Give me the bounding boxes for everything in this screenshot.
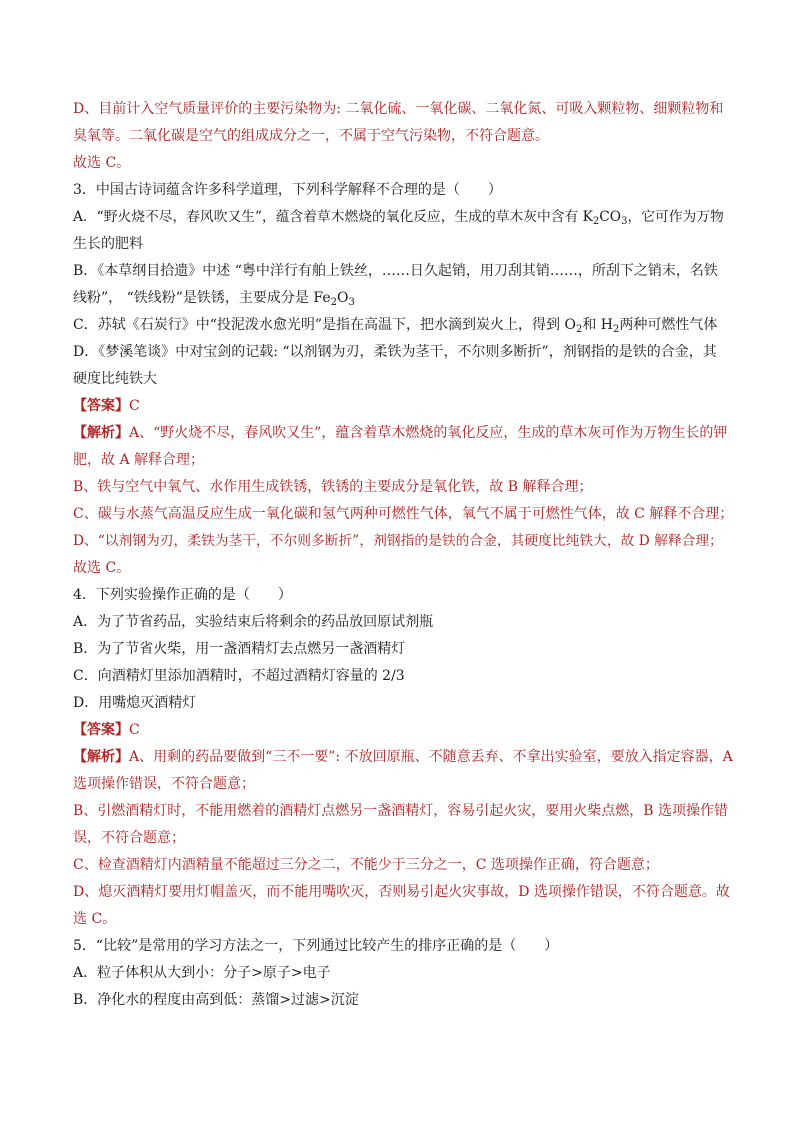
q3-option-d-line1: D．《梦溪笔谈》中对宝剑的记载: “以剂钢为刃，柔铁为茎干，不尔则多断折”，剂钢指的是铁的合金，其 [73, 344, 717, 360]
document-page [73, 96, 733, 1014]
q4-analysis-d-line2: 选 C。 [73, 911, 117, 927]
analysis-label: 【解析】 [73, 749, 129, 765]
answer-label: 【答案】 [73, 398, 129, 414]
q3-option-a-line2: 生长的肥料 [73, 236, 143, 252]
prev-conclusion: 故选 C。 [73, 155, 131, 171]
q3-option-d-line2: 硬度比纯铁大 [73, 371, 157, 387]
q4-option-a: A．为了节省药品，实验结束后将剩余的药品放回原试剂瓶 [73, 614, 434, 630]
q3-analysis-c: C、碳与水蒸气高温反应生成一氧化碳和氢气两种可燃性气体，氧气不属于可燃性气体，故 C 解释不合理； [73, 506, 734, 522]
answer-value: C [129, 398, 140, 414]
q3-option-b-line1: B．《本草纲目拾遗》中述 “粤中洋行有舶上铁丝，……日久起销，用刀刮其销……，所刮下之销末，名铁 [73, 263, 718, 279]
q4-analysis-b-line2: 误，不符合题意； [73, 830, 185, 846]
q4-analysis-a-line1: 【解析】A、用剩的药品要做到“三不一要”: 不放回原瓶、不随意丢弃、不拿出实验室，要放入指定容器，A [73, 749, 733, 765]
q3-option-a-line1: A．“野火烧不尽，春风吹又生”，蕴含着草木燃烧的氧化反应，生成的草木灰中含有 $K_2CO_3$，它可作为万物 [73, 209, 724, 227]
q4-analysis-c: C、检查酒精灯内酒精量不能超过三分之二，不能少于三分之一，C 选项操作正确，符合题意； [73, 857, 659, 873]
q3-stem: 3．中国古诗词蕴含许多科学道理，下列科学解释不合理的是（ ） [73, 182, 502, 198]
q4-stem: 4．下列实验操作正确的是（ ） [73, 587, 292, 603]
q3-option-b-line2: 线粉”， “铁线粉”是铁锈，主要成分是 $Fe_2O_3$ [73, 290, 355, 308]
q4-analysis-b-line1: B、引燃酒精灯时，不能用燃着的酒精灯点燃另一盏酒精灯，容易引起火灾，要用火柴点燃，B 选项操作错 [73, 803, 729, 819]
q4-option-c: C．向酒精灯里添加酒精时，不超过酒精灯容量的 2/3 [73, 668, 405, 684]
q3-analysis-a-line1: 【解析】A、“野火烧不尽，春风吹又生”，蕴含着草木燃烧的氧化反应，生成的草木灰可作为万物生长的钾 [73, 425, 728, 441]
q3-analysis-d: D、“以剂钢为刃，柔铁为茎干，不尔则多断折”，剂钢指的是铁的合金，其硬度比纯铁大，故 D 解释合理； [73, 533, 723, 549]
q5-stem: 5．“比较”是常用的学习方法之一，下列通过比较产生的排序正确的是（ ） [73, 938, 559, 954]
q4-option-d: D．用嘴熄灭酒精灯 [73, 695, 197, 711]
q3-analysis-b: B、铁与空气中氧气、水作用生成铁锈，铁锈的主要成分是氧化铁，故 B 解释合理； [73, 479, 593, 495]
q3-analysis-a-line2: 肥，故 A 解释合理； [73, 452, 205, 468]
q5-option-a: A．粒子体积从大到小：分子>原子>电子 [73, 965, 331, 981]
q4-analysis-a-line2: 选项操作错误，不符合题意； [73, 776, 255, 792]
analysis-label: 【解析】 [73, 425, 129, 441]
q3-answer [73, 393, 733, 420]
answer-label: 【答案】 [73, 722, 129, 738]
q4-option-b: B．为了节省火柴，用一盏酒精灯去点燃另一盏酒精灯 [73, 641, 406, 657]
q5-option-b: B．净化水的程度由高到低：蒸馏>过滤>沉淀 [73, 992, 359, 1008]
prev-explanation-d-line1: D、目前计入空气质量评价的主要污染物为: 二氧化硫、一氧化碳、二氧化氮、可吸入颗粒物、细颗粒物和 [73, 101, 724, 117]
prev-explanation-d-line2: 臭氧等。二氧化碳是空气的组成成分之一，不属于空气污染物，不符合题意。 [73, 128, 549, 144]
q4-analysis-d-line1: D、熄灭酒精灯要用灯帽盖灭，而不能用嘴吹灭，否则易引起火灾事故，D 选项操作错误，不符合题意。故 [73, 884, 730, 900]
q3-conclusion: 故选 C。 [73, 560, 131, 576]
q3-option-c: C．苏轼《石炭行》中“投泥泼水愈光明”是指在高温下，把水滴到炭火上，得到 $O_2$和 $H_2$两种可燃性气体 [73, 317, 718, 335]
q4-answer [73, 717, 733, 744]
answer-value: C [129, 722, 140, 738]
